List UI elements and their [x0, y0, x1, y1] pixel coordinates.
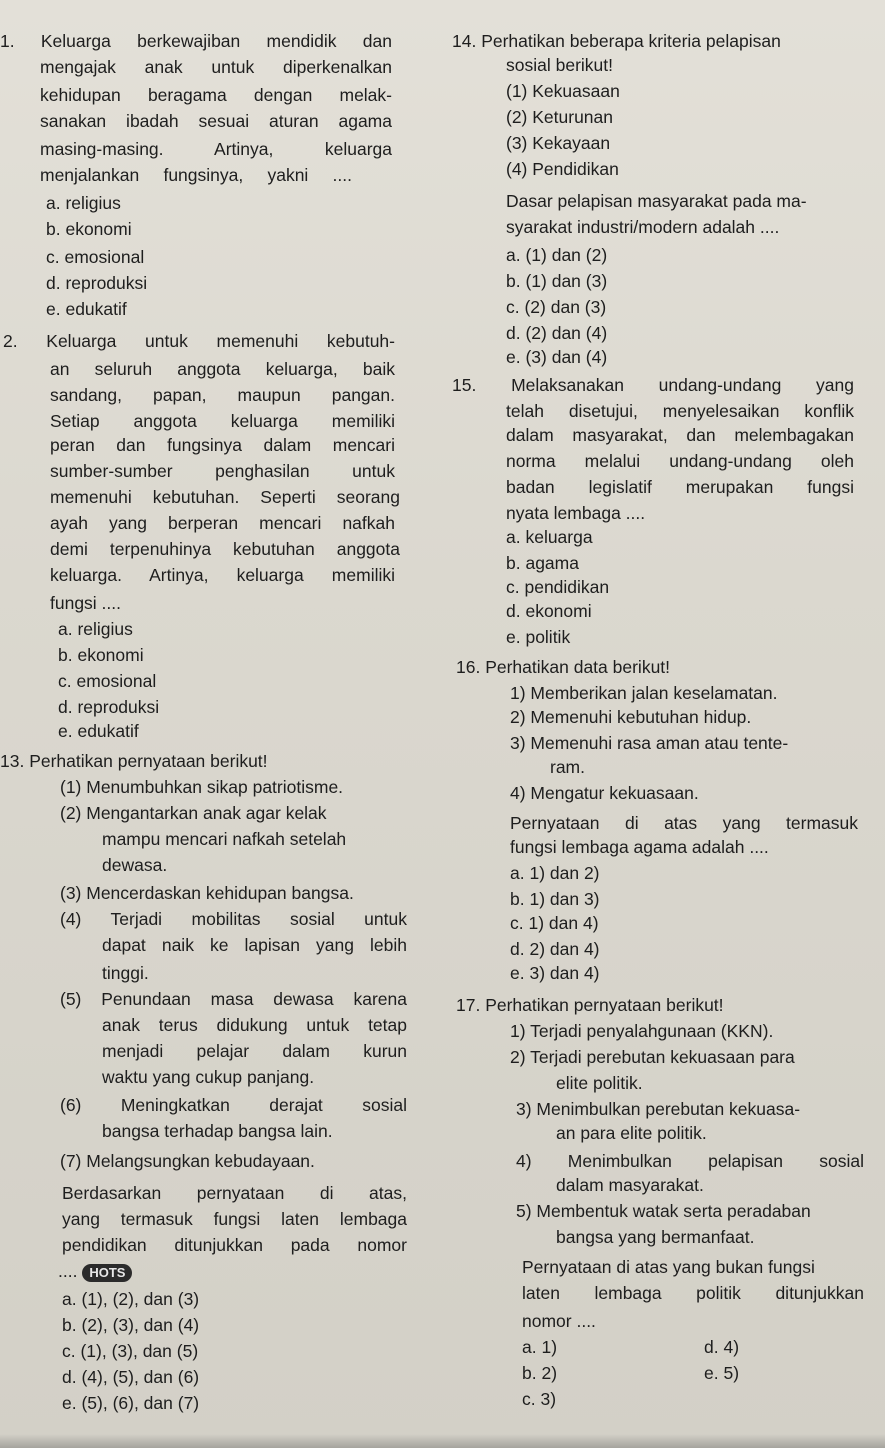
right-text-line: d. 4) [704, 1337, 740, 1357]
hots-dots: .... [58, 1261, 78, 1281]
left-text-line: yang termasuk fungsi laten lembaga [62, 1209, 407, 1229]
left-text-line: e. edukatif [46, 299, 127, 319]
left-text-line: anak terus didukung untuk tetap [102, 1015, 407, 1035]
right-text-line: c. 3) [522, 1389, 557, 1409]
right-text-line: b. 2) [522, 1363, 558, 1383]
left-text-line: (3) Mencerdaskan kehidupan bangsa. [60, 883, 354, 903]
right-text-line: sosial berikut! [506, 55, 613, 75]
right-text-line: elite politik. [556, 1073, 643, 1093]
right-text-line: 16. Perhatikan data berikut! [456, 657, 671, 677]
left-text-line: sanakan ibadah sesuai aturan agama [40, 111, 392, 131]
right-text-line: ram. [550, 757, 585, 777]
right-text-line: d. ekonomi [506, 601, 592, 621]
left-text-line: mengajak anak untuk diperkenalkan [40, 57, 392, 77]
right-text-line: (1) Kekuasaan [506, 81, 620, 101]
left-text-line: c. (1), (3), dan (5) [62, 1341, 199, 1361]
left-text-line: 1. Keluarga berkewajiban mendidik dan [0, 31, 392, 51]
right-text-line: e. 3) dan 4) [510, 963, 600, 983]
left-text-line: b. ekonomi [58, 645, 144, 665]
left-text-line: ayah yang berperan mencari nafkah [50, 513, 395, 533]
right-text-line: fungsi lembaga agama adalah .... [510, 837, 769, 857]
right-text-line: dalam masyarakat, dan melembagakan [506, 425, 854, 445]
right-text-line: c. pendidikan [506, 577, 610, 597]
left-text-line: b. ekonomi [46, 219, 132, 239]
left-text-line: c. emosional [46, 247, 145, 267]
right-text-line: nomor .... [522, 1311, 596, 1331]
left-text-line: d. reproduksi [46, 273, 148, 293]
left-text-line: e. (5), (6), dan (7) [62, 1393, 200, 1413]
right-text-line: e. politik [506, 627, 571, 647]
right-text-line: d. 2) dan 4) [510, 939, 600, 959]
left-text-line: e. edukatif [58, 721, 139, 741]
left-text-line: dewasa. [102, 855, 168, 875]
right-text-line: (3) Kekayaan [506, 133, 611, 153]
left-text-line: waktu yang cukup panjang. [102, 1067, 315, 1087]
right-text-line: an para elite politik. [556, 1123, 707, 1143]
left-text-line: pendidikan ditunjukkan pada nomor [62, 1235, 407, 1255]
left-text-line: peran dan fungsinya dalam mencari [50, 435, 395, 455]
hots-badge: HOTS [82, 1264, 132, 1282]
left-text-line: c. emosional [58, 671, 157, 691]
left-text-line: keluarga. Artinya, keluarga memiliki [50, 565, 395, 585]
right-text-line: 4) Menimbulkan pelapisan sosial [516, 1151, 864, 1171]
left-text-line: (1) Menumbuhkan sikap patriotisme. [60, 777, 344, 797]
left-text-line: masing-masing. Artinya, keluarga [40, 139, 392, 159]
right-text-line: 14. Perhatikan beberapa kriteria pelapisan [452, 31, 781, 51]
left-text-line: mampu mencari nafkah setelah [102, 829, 347, 849]
left-text-line: a. (1), (2), dan (3) [62, 1289, 200, 1309]
left-text-line: (5) Penundaan masa dewasa karena [60, 989, 407, 1009]
right-text-line: Pernyataan di atas yang bukan fungsi [522, 1257, 815, 1277]
right-text-line: 17. Perhatikan pernyataan berikut! [456, 995, 724, 1015]
left-text-line: d. (4), (5), dan (6) [62, 1367, 200, 1387]
right-text-line: 4) Mengatur kekuasaan. [510, 783, 699, 803]
left-text-line: Berdasarkan pernyataan di atas, [62, 1183, 407, 1203]
left-text-line: tinggi. [102, 963, 149, 983]
right-text-line: c. 1) dan 4) [510, 913, 599, 933]
right-text-line: Dasar pelapisan masyarakat pada ma- [506, 191, 807, 211]
left-text-line: (6) Meningkatkan derajat sosial [60, 1095, 407, 1115]
left-text-line: dapat naik ke lapisan yang lebih [102, 935, 407, 955]
left-text-line: d. reproduksi [58, 697, 160, 717]
right-text-line: b. (1) dan (3) [506, 271, 608, 291]
left-text-line: menjadi pelajar dalam kurun [102, 1041, 407, 1061]
left-text-line: an seluruh anggota keluarga, baik [50, 359, 395, 379]
right-text-line: dalam masyarakat. [556, 1175, 704, 1195]
right-text-line: 5) Membentuk watak serta peradaban [516, 1201, 811, 1221]
right-text-line: badan legislatif merupakan fungsi [506, 477, 854, 497]
right-text-line: 3) Menimbulkan perebutan kekuasa- [516, 1099, 801, 1119]
right-text-line: 2) Terjadi perebutan kekuasaan para [510, 1047, 795, 1067]
left-text-line: fungsi .... [50, 593, 122, 613]
right-text-line: a. keluarga [506, 527, 593, 547]
right-text-line: bangsa yang bermanfaat. [556, 1227, 755, 1247]
left-text-line: (7) Melangsungkan kebudayaan. [60, 1151, 315, 1171]
right-text-line: laten lembaga politik ditunjukkan [522, 1283, 864, 1303]
hots-marker [58, 1260, 132, 1282]
right-text-line: 2) Memenuhi kebutuhan hidup. [510, 707, 752, 727]
right-text-line: Pernyataan di atas yang termasuk [510, 813, 858, 833]
right-text-line: a. 1) dan 2) [510, 863, 600, 883]
left-text-line: b. (2), (3), dan (4) [62, 1315, 200, 1335]
left-text-line: a. religius [58, 619, 133, 639]
left-text-line: (2) Mengantarkan anak agar kelak [60, 803, 327, 823]
left-text-line: menjalankan fungsinya, yakni .... [40, 165, 352, 185]
right-text-line: (2) Keturunan [506, 107, 614, 127]
left-text-line: a. religius [46, 193, 121, 213]
right-text-line: nyata lembaga .... [506, 503, 646, 523]
left-text-line: bangsa terhadap bangsa lain. [102, 1121, 333, 1141]
left-text-line: (4) Terjadi mobilitas sosial untuk [60, 909, 407, 929]
left-text-line: memenuhi kebutuhan. Seperti seorang [50, 487, 400, 507]
left-text-line: demi terpenuhinya kebutuhan anggota [50, 539, 400, 559]
right-text-line: a. 1) [522, 1337, 558, 1357]
right-text-line: 1) Terjadi penyalahgunaan (KKN). [510, 1021, 774, 1041]
right-text-line: b. 1) dan 3) [510, 889, 600, 909]
right-text-line: a. (1) dan (2) [506, 245, 608, 265]
left-text-line: sumber-sumber penghasilan untuk [50, 461, 395, 481]
right-text-line: telah disetujui, menyelesaikan konflik [506, 401, 854, 421]
right-text-line: b. agama [506, 553, 579, 573]
right-text-line: 15. Melaksanakan undang-undang yang [452, 375, 854, 395]
right-text-line: d. (2) dan (4) [506, 323, 608, 343]
right-text-line: norma melalui undang-undang oleh [506, 451, 854, 471]
right-text-line: (4) Pendidikan [506, 159, 619, 179]
left-text-line: 2. Keluarga untuk memenuhi kebutuh- [3, 331, 395, 351]
left-text-line: kehidupan beragama dengan melak- [40, 85, 392, 105]
right-text-line: c. (2) dan (3) [506, 297, 607, 317]
left-text-line: 13. Perhatikan pernyataan berikut! [0, 751, 268, 771]
left-text-line: sandang, papan, maupun pangan. [50, 385, 395, 405]
right-text-line: 1) Memberikan jalan keselamatan. [510, 683, 778, 703]
right-text-line: 3) Memenuhi rasa aman atau tente- [510, 733, 789, 753]
right-text-line: e. 5) [704, 1363, 740, 1383]
right-text-line: syarakat industri/modern adalah .... [506, 217, 780, 237]
page-edge-shadow [0, 1434, 885, 1448]
left-text-line: Setiap anggota keluarga memiliki [50, 411, 395, 431]
right-text-line: e. (3) dan (4) [506, 347, 608, 367]
